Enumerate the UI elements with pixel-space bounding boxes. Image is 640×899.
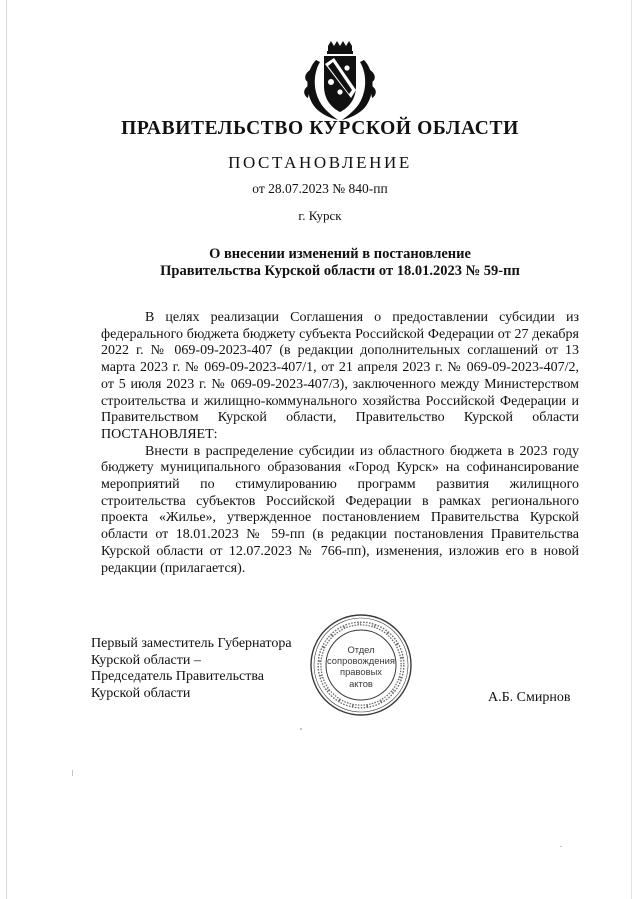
body-paragraph-1: В целях реализации Соглашения о предоставлении субсидии из федерального бюджета бюджету субъекта Российской Федерации от 27 декабря 2022 г. № 069-09-2023-407 (в редакции дополнительных соглашений от 13 марта 2023 г. № 069-09-2023-407/1, от 21 апреля 2023 г. № 069-09-2023-407/2, от 5 июля 2023 г. № 069-09-2023-407/3), заключенного между Министерством строительства и жилищно-коммунального хозяйства Российской Федерации и Правительством Курской области, Правительство Курской области ПОСТАНОВЛЯЕТ: (101, 310, 579, 442)
signer-position-line-1: Первый заместитель Губернатора (91, 636, 292, 651)
document-subject (100, 246, 580, 280)
stamp-line-2: сопровождения (327, 655, 395, 667)
document-body (101, 310, 579, 577)
stamp-line-3: правовых (340, 666, 382, 678)
signer-name: А.Б. Смирнов (488, 690, 571, 705)
signer-position-line-3: Председатель Правительства (91, 669, 264, 684)
stamp-text (308, 644, 414, 689)
signer-position (91, 636, 321, 702)
document-type: ПОСТАНОВЛЕНИЕ (228, 153, 412, 172)
scan-speck (560, 846, 562, 847)
body-paragraph-2: Внести в распределение субсидии из областного бюджета в 2023 году бюджету муниципального образования «Город Курск» на софинансирование мероприятий по стимулированию программ развития жилищного строительства субъектов Российской Федерации в рамках регионального проекта «Жилье», утвержденное постановлением Правительства Курской области от 18.01.2023 № 59-пп (в редакции постановления Правительства Курской области от 12.07.2023 № 766-пп), изменения, изложив его в новой редакции (прилагается). (101, 443, 579, 576)
kursk-coat-of-arms-icon (298, 40, 382, 122)
signer-position-line-4: Курской области (91, 685, 191, 701)
document-city: г. Курск (298, 208, 342, 223)
scan-speck (300, 728, 302, 730)
stamp-line-4: актов (349, 677, 373, 689)
subject-line-1: О внесении изменений в постановление (209, 246, 471, 262)
document-date-number: от 28.07.2023 № 840-пп (252, 181, 388, 196)
subject-line-2: Правительства Курской области от 18.01.2023 № 59-пп (160, 263, 520, 279)
scan-speck (72, 770, 73, 776)
stamp-line-1: Отдел (347, 644, 375, 655)
signer-position-line-2: Курской области – (91, 652, 201, 668)
government-title: ПРАВИТЕЛЬСТВО КУРСКОЙ ОБЛАСТИ (121, 118, 519, 139)
